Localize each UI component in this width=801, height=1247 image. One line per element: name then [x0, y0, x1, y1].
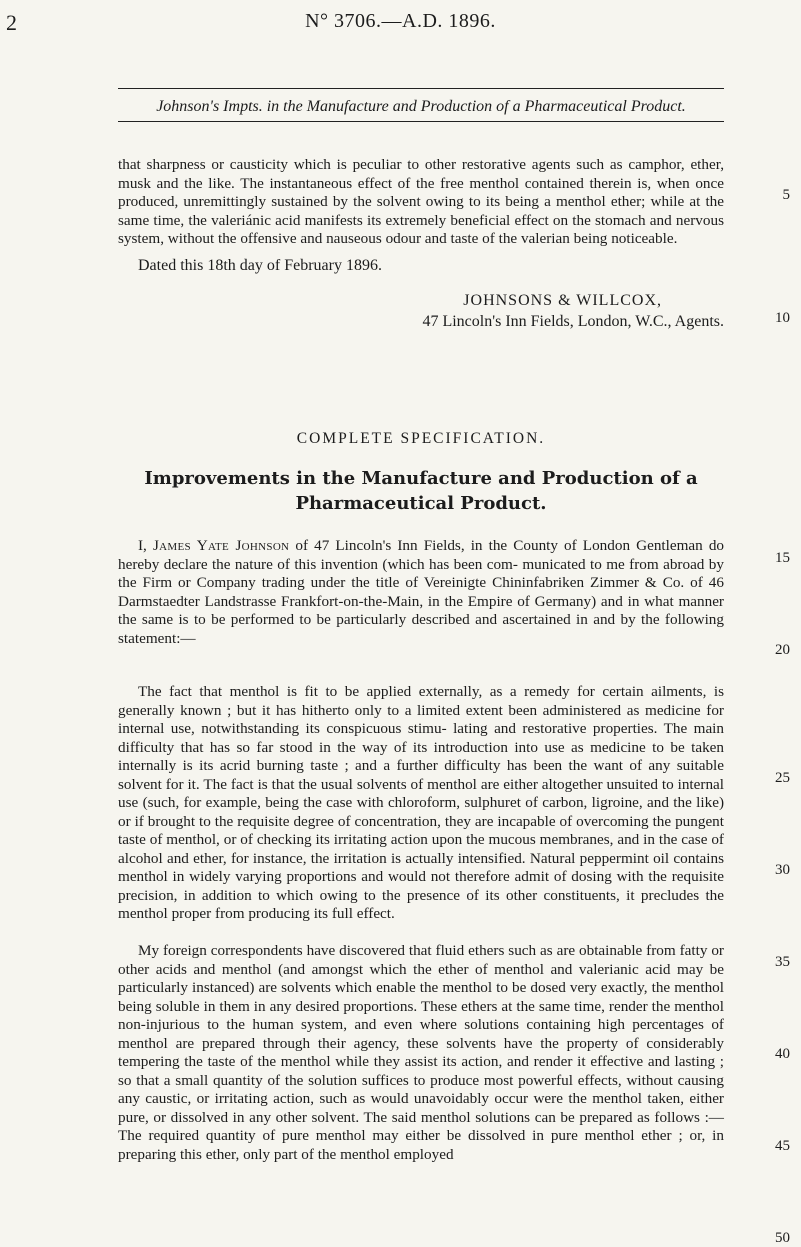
- line-number: 30: [775, 862, 790, 878]
- body-paragraph-1: The fact that menthol is fit to be applied externally, as a remedy for certain ailments, is generally known ; but it has hitherto only to a limited extent been administered as medicine for internal use, notwithstanding its conspicuous stimu- lating and restorative properties. The main difficulty that has so far stood in the way of its introduction into use as medicine to be taken internally is its acrid burning taste ; and a further difficulty has been the want of any suitable solvent for it. The fact is that the usual solvents of menthol are either altogether unsuited to internal use (such, for example, being the case with chloroform, sulphuret of carbon, ligroine, and the like) or if brought to the requisite degree of concentration, they are incapable of overcoming the pungent taste of menthol, or of checking its irritating action upon the mucous membranes, and in the case of alcohol and ether, for instance, the irritation is actually intensified. Natural peppermint oil contains menthol in widely varying proportions and would not therefore admit of dosing with the requisite precision, in addition to which owing to the presence of its other constituents, it precludes the menthol proper from producing its full effect.: [118, 683, 724, 922]
- dated-line: Dated this 18th day of February 1896.: [138, 257, 382, 274]
- header-rule-bottom: [118, 121, 724, 122]
- agent-name: JOHNSONS & WILLCOX,: [463, 292, 662, 309]
- agent-address: 47 Lincoln's Inn Fields, London, W.C., Agents.: [422, 313, 724, 330]
- body-paragraph-2: My foreign correspondents have discovered that fluid ethers such as are obtainable from fatty or other acids and menthol (and amongst which the ether of menthol and valerianic acid may be particularly instanced) are solvents which enable the menthol to be dosed very exactly, the menthol being soluble in them in any desired proportions. These ethers at the same time, render the menthol non-injurious to the human system, and even where solutions containing high percentages of menthol are prepared through their agency, these solvents have the property of considerably tempering the taste of the menthol while they assist its action, and render it effective and lasting ; so that a small quantity of the solution suffices to produce most powerful effects, without causing any caustic, or irritating action, such as would unavoidably occur were the menthol taken, either pure, or dissolved in any other solvent. The said menthol solutions can be prepared as follows :—The required quantity of pure menthol may either be dissolved in pure menthol ether ; or, in preparing this ether, only part of the menthol employed: [118, 942, 724, 1163]
- complete-specification-heading: COMPLETE SPECIFICATION.: [296, 430, 546, 447]
- line-number: 25: [775, 770, 790, 786]
- patent-number: N° 3706.—A.D. 1896.: [305, 10, 496, 32]
- line-number: 20: [775, 642, 790, 658]
- invention-title: [118, 466, 724, 516]
- line-number: 35: [775, 954, 790, 970]
- declaration-paragraph: [118, 537, 724, 648]
- line-number: 45: [775, 1138, 790, 1154]
- line-number: 50: [775, 1230, 790, 1246]
- line-number: 10: [775, 310, 790, 326]
- line-number: 5: [782, 187, 790, 203]
- running-title: Johnson's Impts. in the Manufacture and Production of a Pharmaceutical Product.: [156, 98, 686, 115]
- inventor-name: James Yate Johnson: [152, 537, 290, 554]
- declaration-text: of 47 Lincoln's Inn Fields, in the County of London Gentleman do hereby declare the nature of this invention (which has been com- municated to me from abroad by the Firm or Company trading under the title of Vereinigte Chininfabriken Zimmer & Co. of 46 Darmstaedter Landstrasse Frankfort-on-the-Main, in the Empire of Germany) and in what manner the same is to be performed to be particularly described and ascertained in and by the following statement:—: [118, 537, 725, 647]
- provisional-paragraph: that sharpness or causticity which is peculiar to other restorative agents such as camphor, ether, musk and the like. The instantaneous effect of the free menthol contained therein is, when once produced, unremittingly sustained by the solvent owing to its being a menthol ether; while at the same time, the valeriánic acid manifests its extremely beneficial effect on the stomach and nervous system, without the offensive and nauseous odour and taste of the valerian being noticeable.: [118, 156, 724, 247]
- page-number: 2: [6, 10, 17, 35]
- line-number: 15: [775, 550, 790, 566]
- signature-block: [118, 290, 724, 332]
- declaration-opening: I,: [138, 537, 147, 554]
- header-rule-top: [118, 88, 724, 89]
- invention-title-line1: Improvements in the Manufacture and Production of a: [144, 468, 698, 489]
- line-number: 40: [775, 1046, 790, 1062]
- invention-title-line2: Pharmaceutical Product.: [295, 493, 547, 514]
